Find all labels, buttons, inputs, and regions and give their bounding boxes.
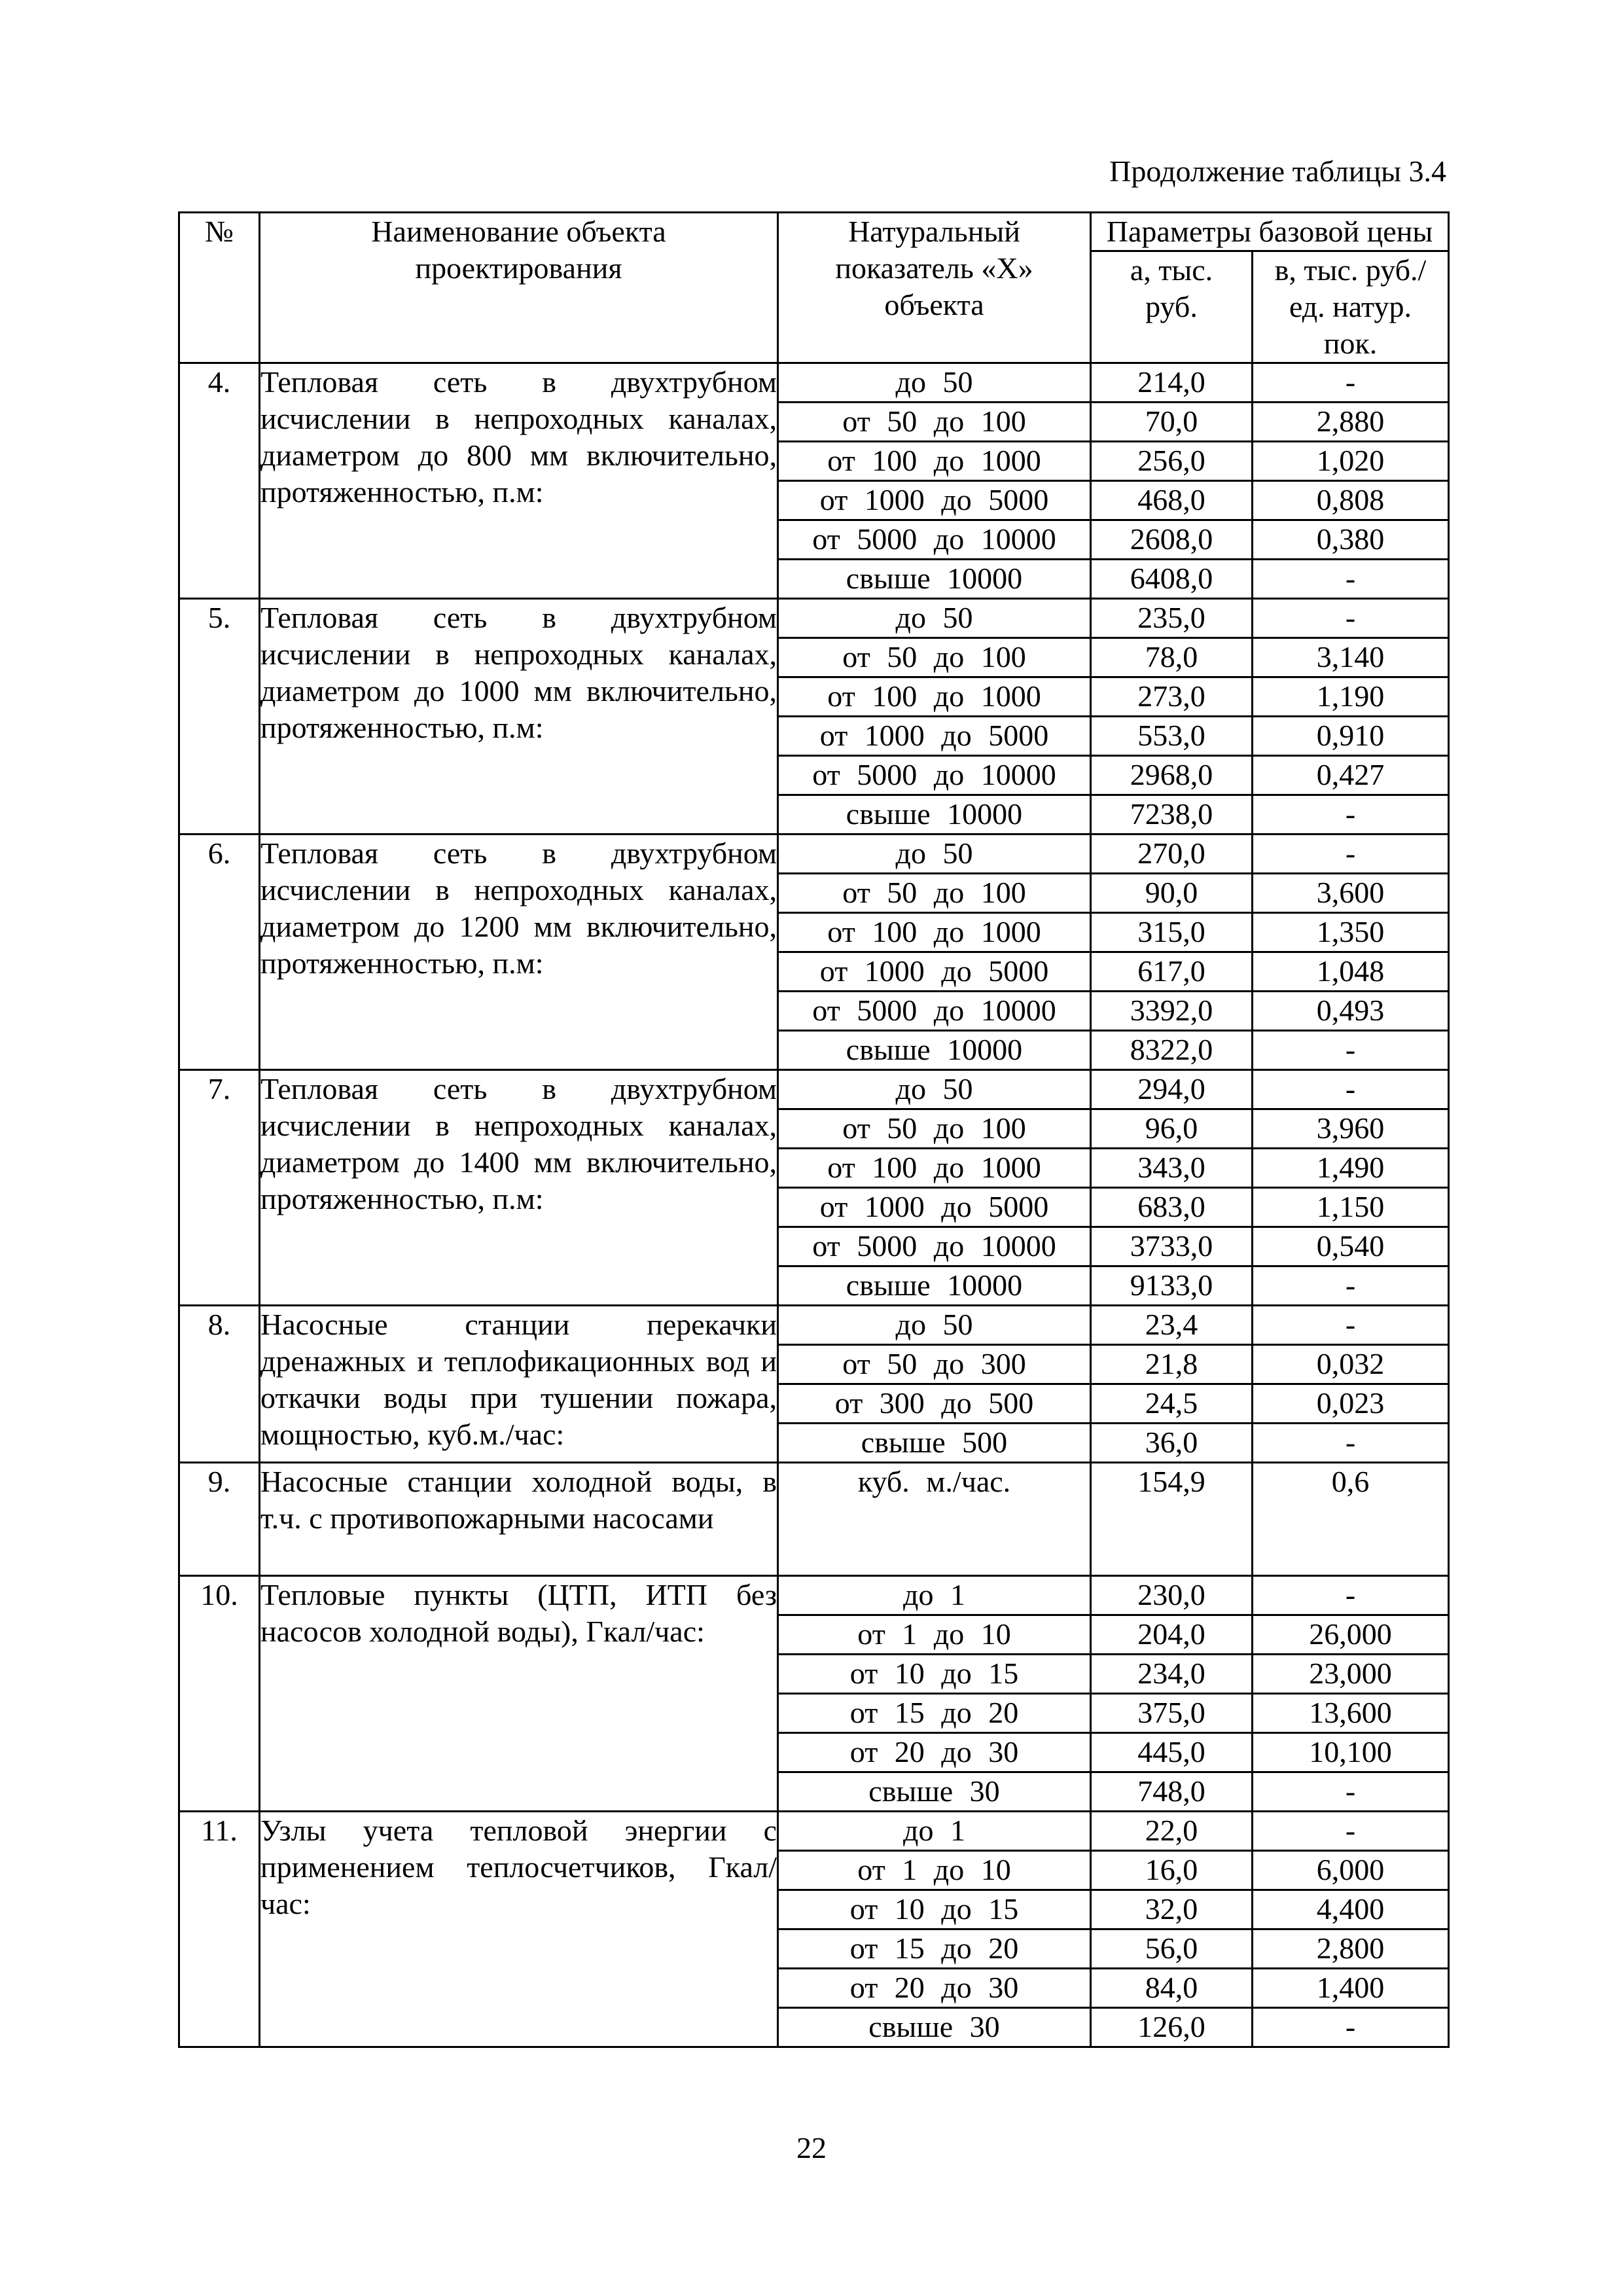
table-row [179,834,1449,874]
param-a-cell: 294,0 [1091,1070,1253,1109]
object-name: Тепловая сеть в двухтрубном исчислении в непроходных каналах, диаметром до 800 мм включительно, протяженностью, п.м: [260,363,778,599]
natural-indicator-cell: до 50 [778,363,1091,403]
param-a-cell: 468,0 [1091,481,1253,520]
param-b-cell: 26,000 [1253,1615,1449,1655]
param-a-cell: 2608,0 [1091,520,1253,560]
param-b-cell: 0,023 [1253,1384,1449,1424]
param-b-cell: 6,000 [1253,1851,1449,1890]
natural-indicator-cell: от 10 до 15 [778,1890,1091,1929]
object-name: Тепловая сеть в двухтрубном исчислении в непроходных каналах, диаметром до 1400 мм включительно, протяженностью, п.м: [260,1070,778,1306]
param-a-cell: 235,0 [1091,599,1253,638]
natural-indicator-cell: от 50 до 100 [778,638,1091,677]
param-a-cell: 84,0 [1091,1969,1253,2008]
natural-indicator-cell: от 5000 до 10000 [778,992,1091,1031]
natural-indicator-cell: от 100 до 1000 [778,677,1091,717]
param-a-cell: 553,0 [1091,717,1253,756]
param-b-cell: - [1253,834,1449,874]
param-a-cell: 270,0 [1091,834,1253,874]
param-b-cell: 0,910 [1253,717,1449,756]
param-b-cell: 3,960 [1253,1109,1449,1149]
natural-indicator-cell: от 1000 до 5000 [778,1188,1091,1227]
param-a-cell: 90,0 [1091,874,1253,913]
param-a-cell: 22,0 [1091,1812,1253,1851]
natural-indicator-cell: от 100 до 1000 [778,913,1091,952]
param-b-cell: 0,427 [1253,756,1449,795]
param-a-cell: 9133,0 [1091,1266,1253,1306]
param-a-cell: 70,0 [1091,403,1253,442]
table-row [179,1070,1449,1109]
param-b-cell: 1,400 [1253,1969,1449,2008]
natural-indicator-cell: от 15 до 20 [778,1929,1091,1969]
param-a-cell: 56,0 [1091,1929,1253,1969]
natural-indicator-cell: от 300 до 500 [778,1384,1091,1424]
table-row [179,599,1449,638]
param-b-cell: - [1253,795,1449,834]
param-a-cell: 23,4 [1091,1306,1253,1345]
header-natural-indicator: Натуральный показатель «Х» объекта [778,213,1091,363]
header-object-name: Наименование объекта проектирования [260,213,778,363]
param-b-cell: 4,400 [1253,1890,1449,1929]
param-a-cell: 230,0 [1091,1576,1253,1615]
natural-indicator-cell: свыше 30 [778,2008,1091,2047]
param-a-cell: 154,9 [1091,1463,1253,1576]
header-param-a: а, тыс. руб. [1091,251,1253,363]
param-a-cell: 6408,0 [1091,560,1253,599]
row-number: 4. [179,363,260,599]
param-b-cell: 1,048 [1253,952,1449,992]
table-body [179,363,1449,2047]
param-a-cell: 375,0 [1091,1694,1253,1733]
param-b-cell: 1,150 [1253,1188,1449,1227]
param-b-cell: 0,493 [1253,992,1449,1031]
param-a-cell: 126,0 [1091,2008,1253,2047]
natural-indicator-cell: до 50 [778,1070,1091,1109]
object-name: Тепловые пункты (ЦТП, ИТП без насосов холодной воды), Гкал/час: [260,1576,778,1812]
param-a-cell: 36,0 [1091,1424,1253,1463]
param-b-cell: 0,380 [1253,520,1449,560]
param-b-cell: 3,600 [1253,874,1449,913]
natural-indicator-cell: свыше 10000 [778,560,1091,599]
table-caption: Продолжение таблицы 3.4 [1109,154,1446,188]
param-b-cell: - [1253,363,1449,403]
row-number: 11. [179,1812,260,2047]
natural-indicator-cell: от 1 до 10 [778,1615,1091,1655]
natural-indicator-cell: от 10 до 15 [778,1655,1091,1694]
natural-indicator-cell: свыше 10000 [778,795,1091,834]
param-a-cell: 32,0 [1091,1890,1253,1929]
table-row [179,1576,1449,1615]
param-a-cell: 96,0 [1091,1109,1253,1149]
param-a-cell: 7238,0 [1091,795,1253,834]
natural-indicator-cell: от 1 до 10 [778,1851,1091,1890]
natural-indicator-cell: до 50 [778,834,1091,874]
param-a-cell: 24,5 [1091,1384,1253,1424]
header-number: № [179,213,260,363]
table-row [179,363,1449,403]
natural-indicator-cell: до 50 [778,1306,1091,1345]
header-base-price-params: Параметры базовой цены [1091,213,1449,251]
param-b-cell: 3,140 [1253,638,1449,677]
natural-indicator-cell: от 5000 до 10000 [778,1227,1091,1266]
row-number: 7. [179,1070,260,1306]
row-number: 10. [179,1576,260,1812]
natural-indicator-cell: от 1000 до 5000 [778,952,1091,992]
row-number: 8. [179,1306,260,1463]
object-name: Насосные станции перекачки дренажных и теплофикационных вод и откачки воды при тушении пожара, мощностью, куб.м./час: [260,1306,778,1463]
param-a-cell: 78,0 [1091,638,1253,677]
param-b-cell: 1,020 [1253,442,1449,481]
natural-indicator-cell: от 100 до 1000 [778,1149,1091,1188]
param-b-cell: 2,800 [1253,1929,1449,1969]
natural-indicator-cell: от 50 до 100 [778,874,1091,913]
object-name: Насосные станции холодной воды, в т.ч. с противопожарными насосами [260,1463,778,1576]
param-b-cell: 2,880 [1253,403,1449,442]
table-header [179,213,1449,363]
object-name: Узлы учета тепловой энергии с применением теплосчетчиков, Гкал/час: [260,1812,778,2047]
param-b-cell: - [1253,1306,1449,1345]
param-a-cell: 343,0 [1091,1149,1253,1188]
param-b-cell: 1,490 [1253,1149,1449,1188]
page-number: 22 [796,2131,827,2164]
param-a-cell: 445,0 [1091,1733,1253,1772]
param-b-cell: - [1253,1031,1449,1070]
natural-indicator-cell: от 50 до 100 [778,403,1091,442]
row-number: 6. [179,834,260,1070]
param-b-cell: - [1253,1070,1449,1109]
natural-indicator-cell: свыше 30 [778,1772,1091,1812]
param-a-cell: 748,0 [1091,1772,1253,1812]
param-b-cell: 0,540 [1253,1227,1449,1266]
object-name: Тепловая сеть в двухтрубном исчислении в непроходных каналах, диаметром до 1000 мм включительно, протяженностью, п.м: [260,599,778,834]
row-number: 5. [179,599,260,834]
param-b-cell: - [1253,1772,1449,1812]
param-b-cell: 0,6 [1253,1463,1449,1576]
param-a-cell: 3392,0 [1091,992,1253,1031]
param-b-cell: 0,808 [1253,481,1449,520]
natural-indicator-cell: свыше 10000 [778,1266,1091,1306]
natural-indicator-cell: от 1000 до 5000 [778,481,1091,520]
param-b-cell: - [1253,560,1449,599]
natural-indicator-cell: свыше 10000 [778,1031,1091,1070]
natural-indicator-cell: от 5000 до 10000 [778,520,1091,560]
param-b-cell: 1,190 [1253,677,1449,717]
param-a-cell: 256,0 [1091,442,1253,481]
param-a-cell: 3733,0 [1091,1227,1253,1266]
param-b-cell: 10,100 [1253,1733,1449,1772]
object-name: Тепловая сеть в двухтрубном исчислении в непроходных каналах, диаметром до 1200 мм включительно, протяженностью, п.м: [260,834,778,1070]
param-b-cell: - [1253,1812,1449,1851]
param-b-cell: 1,350 [1253,913,1449,952]
param-b-cell: - [1253,1424,1449,1463]
natural-indicator-cell: от 20 до 30 [778,1733,1091,1772]
natural-indicator-cell: до 50 [778,599,1091,638]
param-b-cell: - [1253,1576,1449,1615]
param-b-cell: 0,032 [1253,1345,1449,1384]
param-a-cell: 617,0 [1091,952,1253,992]
param-a-cell: 315,0 [1091,913,1253,952]
param-a-cell: 204,0 [1091,1615,1253,1655]
natural-indicator-cell: от 50 до 300 [778,1345,1091,1384]
param-b-cell: - [1253,599,1449,638]
table-row [179,1306,1449,1345]
param-b-cell: 13,600 [1253,1694,1449,1733]
natural-indicator-cell: от 1000 до 5000 [778,717,1091,756]
natural-indicator-cell: до 1 [778,1812,1091,1851]
natural-indicator-cell: от 15 до 20 [778,1694,1091,1733]
param-a-cell: 16,0 [1091,1851,1253,1890]
natural-indicator-cell: от 100 до 1000 [778,442,1091,481]
param-b-cell: - [1253,1266,1449,1306]
param-a-cell: 2968,0 [1091,756,1253,795]
natural-indicator-cell: свыше 500 [778,1424,1091,1463]
header-param-b: в, тыс. руб./ед. натур. пок. [1253,251,1449,363]
row-number: 9. [179,1463,260,1576]
param-b-cell: - [1253,2008,1449,2047]
natural-indicator-cell: от 20 до 30 [778,1969,1091,2008]
param-a-cell: 683,0 [1091,1188,1253,1227]
natural-indicator-cell: от 50 до 100 [778,1109,1091,1149]
table-row [179,1463,1449,1576]
price-table [178,211,1450,2048]
natural-indicator-cell: куб. м./час. [778,1463,1091,1576]
param-a-cell: 214,0 [1091,363,1253,403]
natural-indicator-cell: до 1 [778,1576,1091,1615]
natural-indicator-cell: от 5000 до 10000 [778,756,1091,795]
param-a-cell: 21,8 [1091,1345,1253,1384]
param-b-cell: 23,000 [1253,1655,1449,1694]
param-a-cell: 234,0 [1091,1655,1253,1694]
param-a-cell: 273,0 [1091,677,1253,717]
table-row [179,1812,1449,1851]
param-a-cell: 8322,0 [1091,1031,1253,1070]
